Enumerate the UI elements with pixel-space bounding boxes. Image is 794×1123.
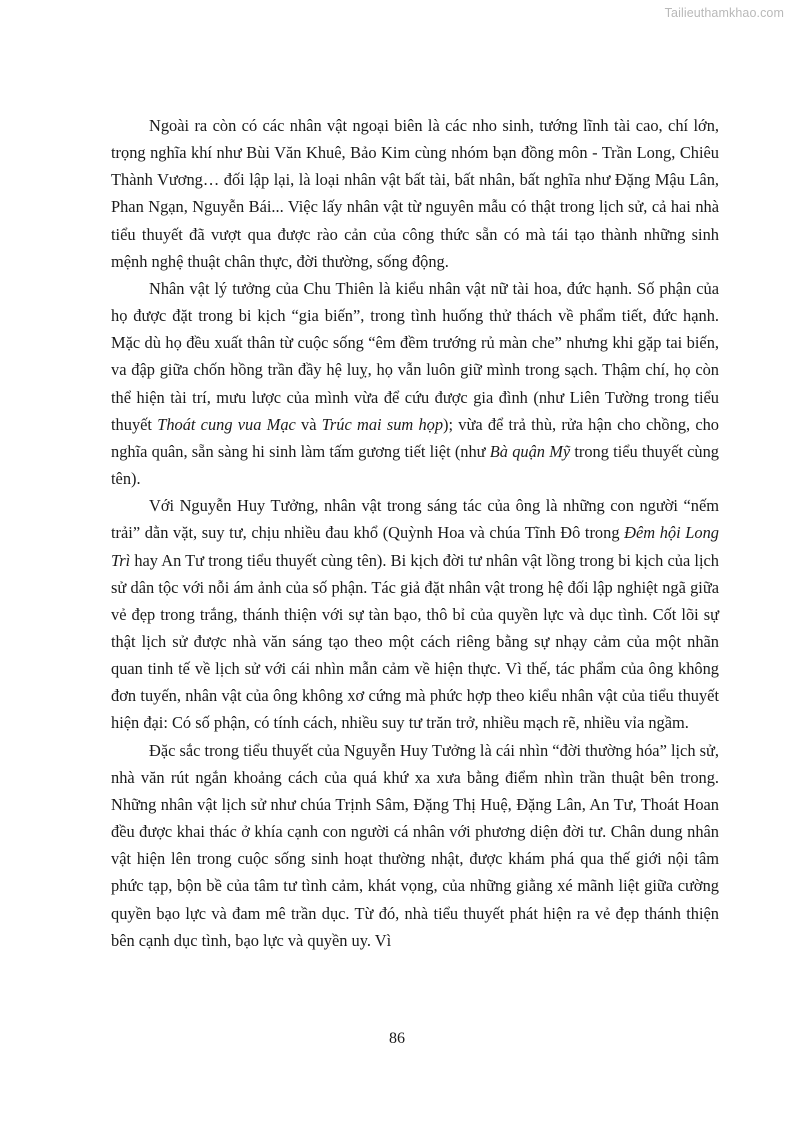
paragraph-3 bbox=[111, 492, 719, 736]
paragraph-4 bbox=[111, 737, 719, 954]
paragraph-2 bbox=[111, 275, 719, 492]
paragraph-1 bbox=[111, 112, 719, 275]
italic-title-text: Đêm hội Long Trì bbox=[111, 523, 719, 570]
paragraph-text: Nhân vật lý tưởng của Chu Thiên là kiểu nhân vật nữ tài hoa, đức hạnh. Số phận của họ được đặt trong bi kịch “gia biến”, trong tình huống thử thách về phẩm tiết, đức hạnh. Mặc dù họ đều xuất thân từ cuộc sống “êm đềm trướng rủ màn che” nhưng khi gặp tai biến, va đập giữa chốn hồng trần đầy hệ luỵ, họ vẫn luôn giữ mình trong sạch. Thậm chí, họ còn thể hiện tài trí, mưu lược của mình vừa để cứu được gia đình (như Liên Tường trong tiểu thuyết bbox=[111, 278, 719, 434]
italic-title-text: Thoát cung vua Mạc bbox=[157, 414, 296, 434]
paragraph-text: Đặc sắc trong tiểu thuyết của Nguyễn Huy Tưởng là cái nhìn “đời thường hóa” lịch sử, nhà văn rút ngắn khoảng cách của quá khứ xa xưa bằng điểm nhìn trần thuật bên trong. Những nhân vật lịch sử như chúa Trịnh Sâm, Đặng Thị Huệ, Đặng Lân, An Tư, Thoát Hoan đều được khai thác ở khía cạnh con người cá nhân với phương diện đời tư. Chân dung nhân vật hiện lên trong cuộc sống sinh hoạt thường nhật, được khám phá qua thế giới nội tâm phức tạp, bộn bề của tâm tư tình cảm, khát vọng, của những giằng xé mãnh liệt giữa cường quyền bạo lực và đam mê trần dục. Từ đó, nhà tiểu thuyết phát hiện ra vẻ đẹp thánh thiện bên cạnh dục tình, bạo lực và quyền uy. Vì bbox=[111, 740, 719, 950]
page-number: 86 bbox=[389, 1030, 405, 1047]
italic-title-text: Trúc mai sum họp bbox=[321, 414, 444, 434]
paragraph-text: trong tiểu thuyết cùng tên). bbox=[111, 441, 719, 489]
paragraph-text: Ngoài ra còn có các nhân vật ngoại biên là các nho sinh, tướng lĩnh tài cao, chí lớn, trọng nghĩa khí như Bùi Văn Khuê, Bảo Kim cùng nhóm bạn đồng môn - Trần Long, Chiêu Thành Vương… đối lập lại, là loại nhân vật bất tài, bất nhân, bất nghĩa như Đặng Mậu Lân, Phan Ngạn, Nguyễn Bái... Việc lấy nhân vật từ nguyên mẫu có thật trong lịch sử, cả hai nhà tiểu thuyết đã vượt qua được rào cản của công thức sẵn có mà tái tạo thành những sinh mệnh nghệ thuật chân thực, đời thường, sống động. bbox=[111, 116, 719, 271]
paragraph-text: ); vừa để trả thù, rửa hận cho chồng, cho nghĩa quân, sẵn sàng hi sinh làm tấm gương tiết liệt (như bbox=[111, 414, 720, 461]
paragraph-text: hay An Tư trong tiểu thuyết cùng tên). Bi kịch đời tư nhân vật lồng trong bi kịch của lịch sử dân tộc với nỗi ám ảnh của số phận. Tác giả đặt nhân vật trong hệ đối lập nghiệt ngã giữa vẻ đẹp trong trắng, thánh thiện với sự tàn bạo, thô bỉ của quyền lực và dục tình. Cốt lõi sự thật lịch sử được nhà văn sáng tạo theo một cách riêng bằng sự nhạy cảm của một nhãn quan tinh tế về lịch sử với cái nhìn mẫn cảm về hiện thực. Vì thế, tác phẩm của ông không đơn tuyến, nhân vật của ông không xơ cứng mà phức hợp theo kiểu nhân vật của tiểu thuyết hiện đại: Có số phận, có tính cách, nhiều suy tư trăn trở, nhiều mạch rẽ, nhiều vỉa ngầm. bbox=[111, 550, 719, 733]
watermark-text: Tailieuthamkhao.com bbox=[664, 6, 784, 20]
italic-title-text: Bà quận Mỹ bbox=[489, 441, 571, 461]
document-body bbox=[111, 112, 719, 954]
paragraph-text: Với Nguyễn Huy Tưởng, nhân vật trong sáng tác của ông là những con người “nếm trải” dằn vặt, suy tư, chịu nhiều đau khổ (Quỳnh Hoa và chúa Tĩnh Đô trong bbox=[111, 496, 719, 543]
paragraph-text: và bbox=[295, 414, 322, 434]
